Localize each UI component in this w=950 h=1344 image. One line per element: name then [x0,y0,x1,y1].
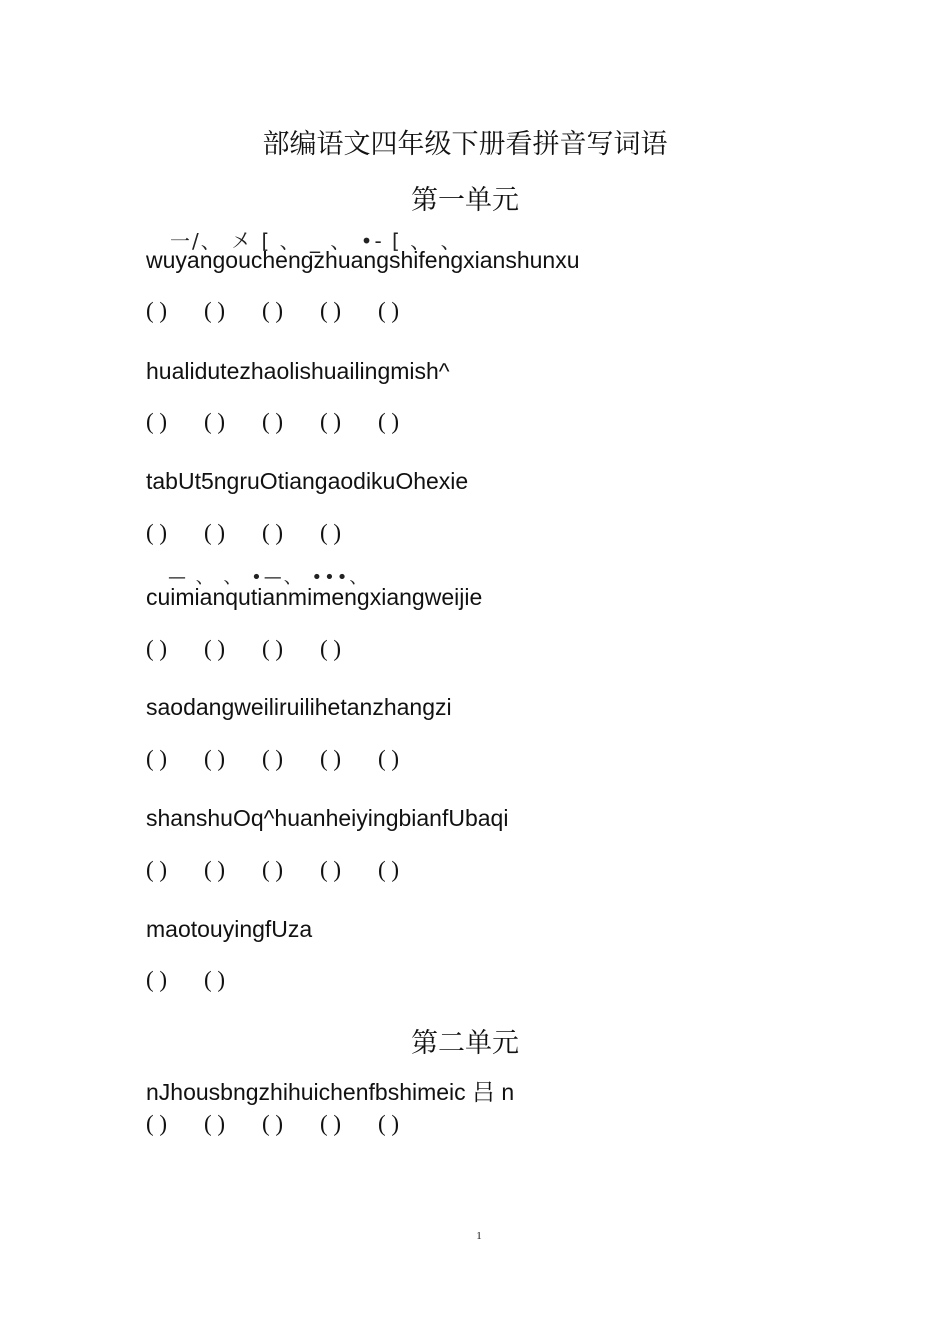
answer-blank[interactable]: ( ) [378,409,400,434]
answer-blank[interactable]: ( ) [204,967,226,992]
pinyin-row-4: cuimianqutianmimengxiangweijie [146,584,483,610]
answer-blanks-row-4 [146,636,378,662]
pinyin-row-3: tabUt5ngruOtiangaodikuOhexie [146,468,469,494]
answer-blanks-row-6 [146,857,436,883]
answer-blank[interactable]: ( ) [320,746,342,771]
answer-blank[interactable]: ( ) [146,857,168,882]
tone-marks-row-4: — 、 、 •—、 •••、 [168,567,370,588]
answer-blank[interactable]: ( ) [262,857,284,882]
pinyin-row-6: shanshuOq^huanheiyingbianfUbaqi [146,805,509,831]
answer-blank[interactable]: ( ) [320,636,342,661]
answer-blank[interactable]: ( ) [378,857,400,882]
answer-blank[interactable]: ( ) [320,520,342,545]
answer-blank[interactable]: ( ) [146,746,168,771]
answer-blanks-row-8 [146,1111,436,1137]
pinyin-row-2: hualidutezhaolishuailingmish^ [146,358,450,384]
answer-blank[interactable]: ( ) [146,636,168,661]
answer-blank[interactable]: ( ) [146,409,168,434]
answer-blank[interactable]: ( ) [378,1111,400,1136]
answer-blank[interactable]: ( ) [204,636,226,661]
unit-2-heading: 第二单元 [411,1028,519,1059]
answer-blank[interactable]: ( ) [320,409,342,434]
answer-blanks-row-1 [146,298,436,324]
answer-blank[interactable]: ( ) [262,298,284,323]
answer-blank[interactable]: ( ) [204,857,226,882]
answer-blank[interactable]: ( ) [146,967,168,992]
answer-blank[interactable]: ( ) [146,1111,168,1136]
pinyin-row-7: maotouyingfUza [146,916,313,942]
answer-blanks-row-7 [146,967,262,993]
answer-blank[interactable]: ( ) [204,520,226,545]
pinyin-row-1: wuyangouchengzhuangshifengxianshunxu [146,247,580,273]
answer-blank[interactable]: ( ) [204,409,226,434]
answer-blank[interactable]: ( ) [262,1111,284,1136]
answer-blanks-row-2 [146,409,436,435]
answer-blank[interactable]: ( ) [262,746,284,771]
answer-blank[interactable]: ( ) [146,298,168,323]
answer-blanks-row-3 [146,520,378,546]
answer-blank[interactable]: ( ) [146,520,168,545]
pinyin-row-5: saodangweiliruilihetanzhangzi [146,694,452,720]
answer-blank[interactable]: ( ) [320,298,342,323]
answer-blanks-row-5 [146,746,436,772]
page-number: 1 [476,1230,482,1242]
answer-blank[interactable]: ( ) [204,1111,226,1136]
answer-blank[interactable]: ( ) [204,746,226,771]
answer-blank[interactable]: ( ) [262,409,284,434]
answer-blank[interactable]: ( ) [262,520,284,545]
answer-blank[interactable]: ( ) [204,298,226,323]
answer-blank[interactable]: ( ) [378,298,400,323]
answer-blank[interactable]: ( ) [262,636,284,661]
document-title: 部编语文四年级下册看拼音写词语 [262,129,668,160]
answer-blank[interactable]: ( ) [320,1111,342,1136]
answer-blank[interactable]: ( ) [320,857,342,882]
tone-marks-row-1: 一/、 㐅 [ 、 _ 、 •- [ 、 、 [170,229,463,253]
unit-1-heading: 第一单元 [411,185,519,216]
pinyin-row-8: nJhousbngzhihuichenfbshimeic 吕 n [146,1079,515,1105]
answer-blank[interactable]: ( ) [378,746,400,771]
